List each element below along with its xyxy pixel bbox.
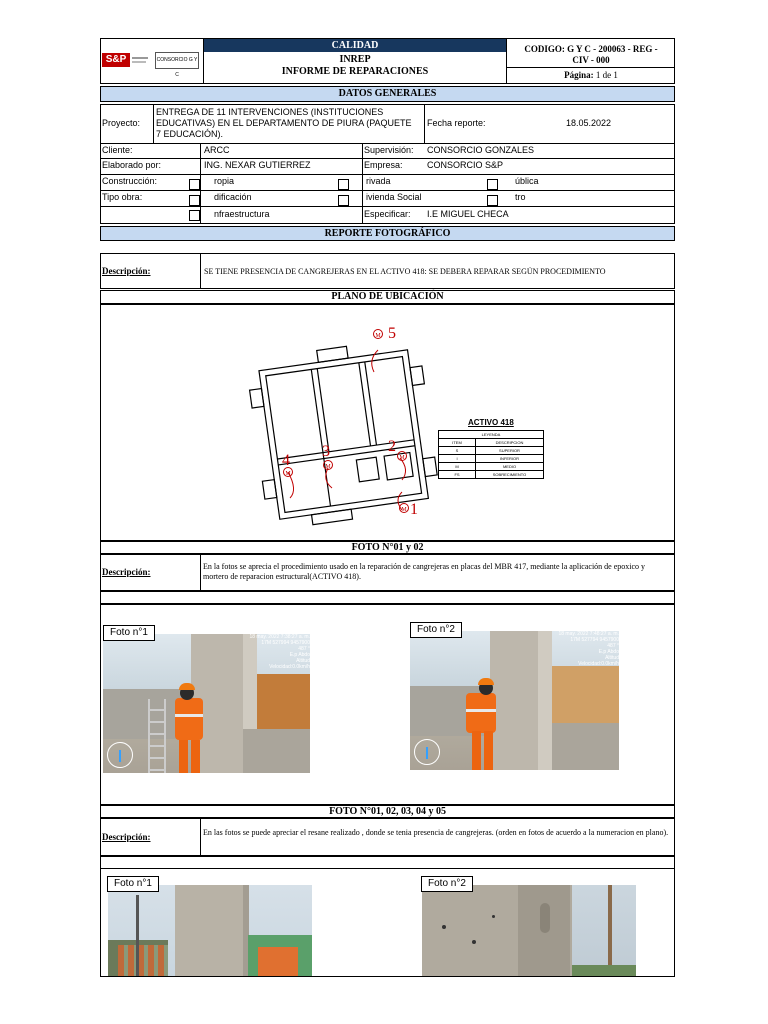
option-privada: rivada [366, 176, 391, 186]
location-markers [282, 325, 418, 518]
photo-2-label: Foto n°2 [410, 622, 462, 638]
checkbox-vivienda[interactable] [338, 195, 349, 206]
checkbox-publica[interactable] [487, 179, 498, 190]
empresa-label: Empresa: [364, 160, 403, 170]
activo-title: ACTIVO 418 [468, 418, 514, 427]
marker-3: 3 [322, 443, 330, 460]
photo-4-label: Foto n°2 [421, 876, 473, 892]
leyenda-table: LEYENDA ITEM DESCRIPCION S SUPERIOR I INFERIOR M MEDIO FS SOBRECIMIENTO [438, 430, 544, 479]
checkbox-edificacion[interactable] [189, 195, 200, 206]
foto01-desc-label: Descripción: [102, 567, 151, 577]
plano-title: PLANO DE UBICACIÓN [100, 290, 675, 304]
checkbox-infraestructura[interactable] [189, 210, 200, 221]
calidad-bar: CALIDAD [204, 39, 506, 52]
logo-sp: S&P [102, 53, 150, 67]
foto02-desc-value: En las fotos se puede apreciar el resane realizado , donde se tenia presencia de cangrejeras. (orden en fotos de acuerdo a la numeracion en plano). [203, 828, 669, 837]
option-vivienda: ivienda Social [366, 192, 422, 202]
empresa-value: CONSORCIO S&P [427, 160, 504, 170]
photo-2-stamp: 18 may. 2022 7:48:27 a. m. 17M 527794 9457900 487 ° E.p Abdo Altitud Velocidad:0.0km/h [558, 631, 619, 667]
reporte-desc-value: SE TIENE PRESENCIA DE CANGREJERAS EN EL ACTIVO 418: SE DEBERA REPARAR SEGÚN PROCEDIMIENTO [204, 267, 606, 276]
option-edificacion: dificación [214, 192, 252, 202]
pagina: Página: 1 de 1 [564, 70, 618, 80]
construccion-label: Construcción: [102, 176, 158, 186]
foto01-spacer [100, 591, 675, 604]
svg-text:M: M [285, 471, 291, 477]
checkbox-otro[interactable] [487, 195, 498, 206]
elaborado-label: Elaborado por: [102, 160, 162, 170]
reporte-desc-label: Descripción: [102, 266, 151, 276]
elaborado-value: ING. NEXAR GUTIERREZ [204, 160, 311, 170]
photo-1-stamp: 18 may. 2022 7:38:27 a. m. 17M 527994 9457900 487 ° E.p Abdo Altitud Velocidad:0.0km/h [249, 634, 310, 670]
proyecto-label: Proyecto: [102, 118, 141, 128]
reporte-title: REPORTE FOTOGRÁFICO [100, 226, 675, 241]
checkbox-privada[interactable] [338, 179, 349, 190]
photo-1-label: Foto n°1 [103, 625, 155, 641]
foto02-desc-label: Descripción: [102, 832, 151, 842]
marker-4: 4 [282, 452, 290, 469]
foto02-title: FOTO N°01, 02, 03, 04 y 05 [100, 805, 675, 818]
photo-3-label: Foto n°1 [107, 876, 159, 892]
logo-consorcio: CONSORCIO G Y C [155, 52, 199, 69]
photo-4-wall [422, 885, 636, 976]
cliente-value: ARCC [204, 145, 230, 155]
supervision-label: Supervisión: [364, 145, 414, 155]
foto02-spacer [100, 856, 675, 869]
fecha-label: Fecha reporte: [427, 118, 486, 128]
checkbox-propia[interactable] [189, 179, 200, 190]
proyecto-value: ENTREGA DE 11 INTERVENCIONES (INSTITUCIONES EDUCATIVAS) EN EL DEPARTAMENTO DE PIURA (PAQUETE 7 EDUCACIÓN). [156, 107, 412, 139]
option-infraestructura: nfraestructura [214, 209, 270, 219]
foto01-desc-value: En la fotos se aprecia el procedimiento usado en la reparación de cangrejeras en placas del MBR 417, mediante la aplicación de epoxico y mortero de reparacion estructural(ACTIVO 418). [203, 562, 646, 581]
doc-code-short: INREP [339, 54, 371, 65]
codigo: CODIGO: G Y C - 200063 - REG - [524, 44, 658, 54]
option-otro: tro [515, 192, 526, 202]
option-propia: ropia [214, 176, 235, 186]
marker-letter: M [375, 333, 381, 339]
especificar-label: Especificar: [364, 209, 411, 219]
fecha-value: 18.05.2022 [566, 118, 612, 128]
doc-title: INFORME DE REPARACIONES [281, 66, 429, 77]
tipo-obra-label: Tipo obra: [102, 192, 143, 202]
leyenda-title: LEYENDA [439, 431, 543, 439]
supervision-value: CONSORCIO GONZALES [427, 145, 535, 155]
svg-text:M: M [325, 464, 331, 470]
plano-drawing [240, 320, 440, 530]
svg-text:M: M [399, 455, 405, 461]
codigo-line2: CIV - 000 [572, 55, 610, 65]
cliente-label: Cliente: [102, 145, 133, 155]
option-publica: ública [515, 176, 539, 186]
foto01-title: FOTO N°01 y 02 [100, 541, 675, 554]
photo-3-column [108, 885, 312, 976]
datos-generales-title: DATOS GENERALES [100, 86, 675, 102]
marker-5: 5 [388, 325, 396, 342]
marker-2: 2 [388, 438, 396, 455]
svg-text:M: M [401, 507, 407, 513]
marker-1: 1 [410, 501, 418, 518]
especificar-value: I.E MIGUEL CHECA [427, 209, 509, 219]
